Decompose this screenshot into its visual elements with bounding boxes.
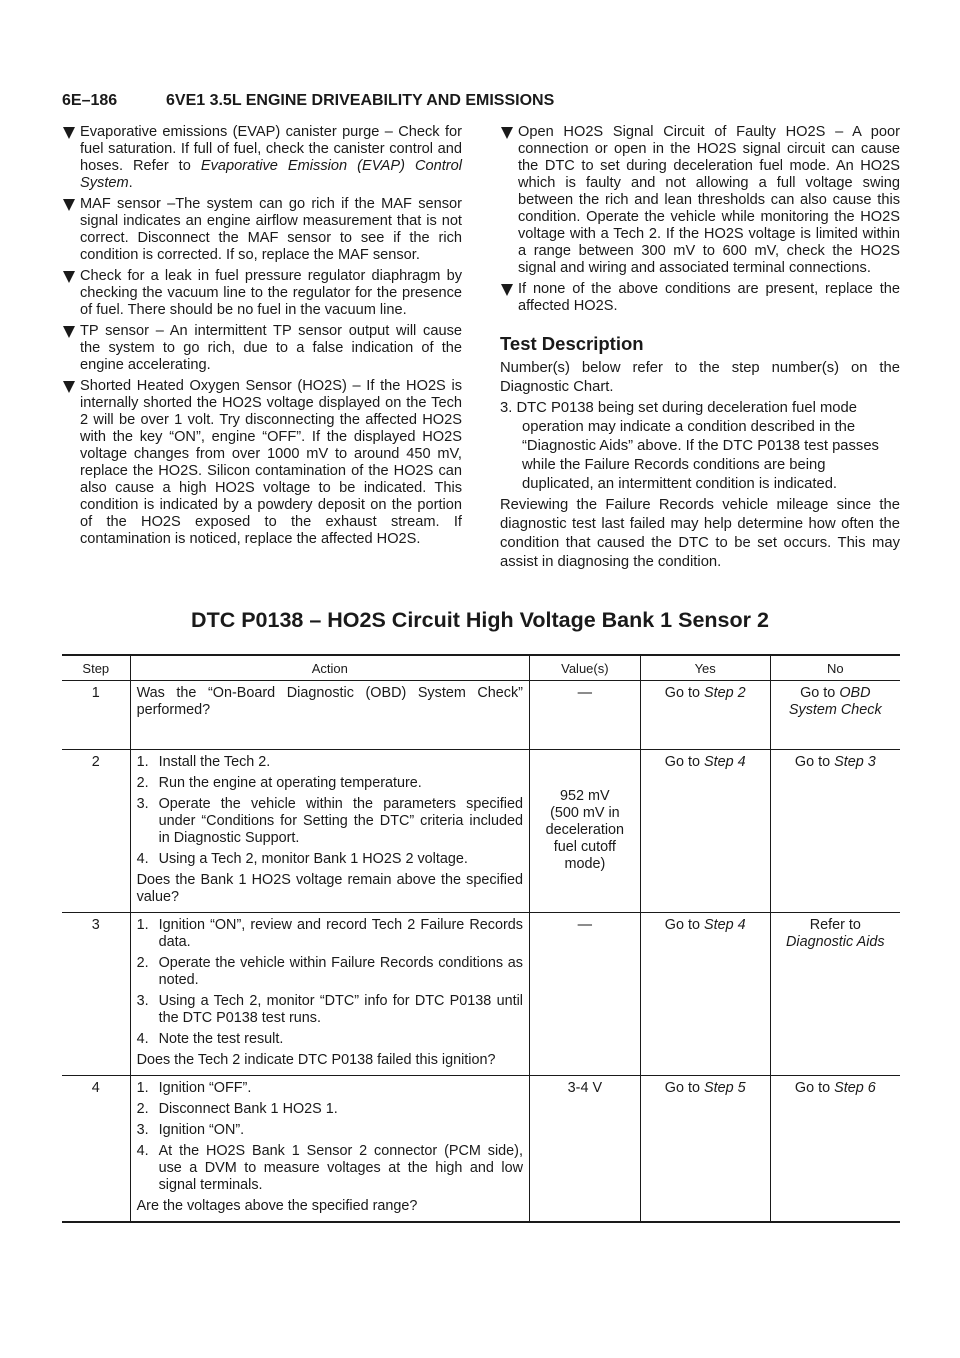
value-cell bbox=[529, 750, 640, 913]
go-to-label: Go to bbox=[794, 1080, 831, 1096]
yes-target-link[interactable]: Step 4 bbox=[703, 754, 746, 770]
action-item: 3. Operate the vehicle within the parameters specified under “Conditions for Setting the DTC” criteria included in Diagnostic Support. bbox=[136, 796, 523, 846]
no-cell bbox=[770, 750, 900, 913]
step-3-rest: operation may indicate a condition described in the “Diagnostic Aids” above. If the DTC P0138 test passes while the Failure Records conditions are being duplicated, an intermittent condition is indicated. bbox=[522, 419, 879, 492]
step-number: 1 bbox=[62, 681, 130, 750]
yes-target-link[interactable]: Step 2 bbox=[703, 685, 746, 701]
yes-target-link[interactable]: Step 5 bbox=[703, 1080, 746, 1096]
go-to-label: Go to bbox=[794, 754, 831, 770]
go-to-label: Go to bbox=[664, 685, 700, 701]
yes-cell bbox=[640, 681, 770, 750]
test-description-intro: Number(s) below refer to the step number(s) on the Diagnostic Chart. bbox=[500, 360, 900, 395]
test-description-closing: Reviewing the Failure Records vehicle mileage since the diagnostic test last failed may help determine how often the condition that caused the DTC to be set occurs. This may assist in diagnosing the condition. bbox=[500, 497, 900, 570]
col-header-yes: Yes bbox=[640, 655, 770, 681]
action-item-text: Using a Tech 2, monitor “DTC” info for DTC P0138 until the DTC P0138 test runs. bbox=[158, 993, 523, 1026]
yes-target-link[interactable]: Step 4 bbox=[703, 917, 746, 933]
col-header-step: Step bbox=[62, 655, 130, 681]
action-item: 4. At the HO2S Bank 1 Sensor 2 connector (PCM side), use a DVM to measure voltages at the high and low signal terminals. bbox=[136, 1143, 523, 1193]
no-cell bbox=[770, 913, 900, 1076]
bullet-item bbox=[62, 124, 462, 192]
action-item-text: Note the test result. bbox=[158, 1031, 284, 1047]
action-cell bbox=[130, 750, 529, 913]
action-item: 2. Operate the vehicle within Failure Records conditions as noted. bbox=[136, 955, 523, 988]
bullet-text: Shorted Heated Oxygen Sensor (HO2S) – If the HO2S is internally shorted the HO2S voltage displayed on the Tech 2 will be over 1 volt. Try disconnecting the affected HO2S with the key “ON”, engine “OFF”. If the displayed HO2S voltage changes from over 1000 mV to around 450 mV, replace the HO2S. Silicon contamination of the HO2S can also cause a high HO2S voltage to be indicated. This condition is indicated by a powdery deposit on the portion of the HO2S exposed to the exhaust stream. If contamination is noticed, replace the affected HO2S. bbox=[80, 378, 462, 547]
no-target-link[interactable]: Step 3 bbox=[834, 754, 876, 770]
action-item: 1. Ignition “ON”, review and record Tech 2 Failure Records data. bbox=[136, 917, 523, 950]
table-title: DTC P0138 – HO2S Circuit High Voltage Bank 1 Sensor 2 bbox=[191, 608, 769, 632]
value-cell: — bbox=[529, 681, 640, 750]
bullet-text: If none of the above conditions are present, replace the affected HO2S. bbox=[518, 281, 900, 314]
action-item-text: Ignition “ON”. bbox=[158, 1122, 245, 1138]
action-cell bbox=[130, 1076, 529, 1223]
action-item: 1. Ignition “OFF”. bbox=[136, 1080, 252, 1096]
action-item-text: Ignition “ON”, review and record Tech 2 Failure Records data. bbox=[158, 917, 523, 950]
action-question: Was the “On-Board Diagnostic (OBD) System Check” performed? bbox=[136, 685, 523, 718]
section-title: 6VE1 3.5L ENGINE DRIVEABILITY AND EMISSIONS bbox=[166, 92, 555, 109]
no-cell bbox=[770, 681, 900, 750]
action-item: 4. Using a Tech 2, monitor Bank 1 HO2S 2 voltage. bbox=[136, 851, 468, 867]
go-to-label: Go to bbox=[664, 917, 700, 933]
step-number: 4 bbox=[62, 1076, 130, 1223]
action-item-text: Run the engine at operating temperature. bbox=[158, 775, 422, 791]
action-item-text: Operate the vehicle within the parameters specified under “Conditions for Setting the DTC” criteria included in Diagnostic Support. bbox=[158, 796, 523, 846]
col-header-values: Value(s) bbox=[529, 655, 640, 681]
action-question: Are the voltages above the specified range? bbox=[136, 1198, 418, 1214]
reference-link-text: Evaporative Emission (EVAP) Control System bbox=[80, 158, 462, 191]
action-item: 4. Note the test result. bbox=[136, 1031, 284, 1047]
triangle-bullet-icon bbox=[62, 198, 76, 212]
yes-cell bbox=[640, 913, 770, 1076]
yes-cell bbox=[640, 750, 770, 913]
bullet-text: Check for a leak in fuel pressure regulator diaphragm by checking the vacuum line to the regulator for the presence of fuel. There should be no fuel in the vacuum line. bbox=[80, 268, 462, 318]
action-item: 1. Install the Tech 2. bbox=[136, 754, 271, 770]
bullet-item bbox=[500, 281, 900, 315]
table-row bbox=[62, 750, 900, 913]
step-number: 3 bbox=[62, 913, 130, 1076]
action-item: 2. Disconnect Bank 1 HO2S 1. bbox=[136, 1101, 338, 1117]
bullet-text: Open HO2S Signal Circuit of Faulty HO2S – A poor connection or open in the HO2S signal circuit can cause the DTC to set during deceleration fuel mode. An HO2S which is faulty and not allowing a full voltage swing between the rich and lean thresholds can also cause this condition. Operate the vehicle while monitoring the HO2S voltage with a Tech 2. If the HO2S voltage is limited within a range between 300 mV to 600 mV, check the HO2S signal and wiring and associated terminal connections. bbox=[518, 124, 900, 276]
value-cell: — bbox=[529, 913, 640, 1076]
table-row bbox=[62, 681, 900, 750]
diagnostic-table bbox=[62, 654, 900, 1223]
triangle-bullet-icon bbox=[500, 283, 514, 297]
no-target-link[interactable]: OBD System Check bbox=[788, 685, 882, 718]
table-header-row bbox=[62, 655, 900, 681]
go-to-label: Go to bbox=[664, 754, 700, 770]
action-item-text: Disconnect Bank 1 HO2S 1. bbox=[158, 1101, 338, 1117]
bullet-item bbox=[62, 196, 462, 264]
triangle-bullet-icon bbox=[62, 270, 76, 284]
test-description-step-3 bbox=[500, 399, 900, 494]
test-description-heading: Test Description bbox=[500, 333, 644, 354]
no-cell bbox=[770, 1076, 900, 1223]
action-item: 2. Run the engine at operating temperature. bbox=[136, 775, 422, 791]
value-cell: 3-4 V bbox=[529, 1076, 640, 1223]
no-target-link[interactable]: Step 6 bbox=[834, 1080, 876, 1096]
action-item-text: Operate the vehicle within Failure Records conditions as noted. bbox=[158, 955, 523, 988]
bullet-item bbox=[62, 268, 462, 319]
value-primary: 952 mV bbox=[560, 787, 610, 804]
bullet-text-end: . bbox=[128, 175, 133, 191]
refer-to-label: Refer to bbox=[809, 917, 861, 933]
no-target-link[interactable]: Diagnostic Aids bbox=[785, 934, 885, 950]
yes-cell bbox=[640, 1076, 770, 1223]
action-question: Does the Tech 2 indicate DTC P0138 failed this ignition? bbox=[136, 1052, 496, 1068]
action-item: 3. Using a Tech 2, monitor “DTC” info for DTC P0138 until the DTC P0138 test runs. bbox=[136, 993, 523, 1026]
page-header bbox=[62, 92, 554, 110]
bullet-text: Evaporative emissions (EVAP) canister purge – Check for fuel saturation. If full of fuel, check the canister control and hoses. Refer to bbox=[80, 124, 462, 174]
action-item-text: At the HO2S Bank 1 Sensor 2 connector (PCM side), use a DVM to measure voltages at the high and low signal terminals. bbox=[158, 1143, 523, 1193]
col-header-no: No bbox=[770, 655, 900, 681]
action-cell bbox=[130, 681, 529, 750]
col-header-action: Action bbox=[130, 655, 529, 681]
step-number: 2 bbox=[62, 750, 130, 913]
bullet-item bbox=[500, 124, 900, 277]
triangle-bullet-icon bbox=[62, 380, 76, 394]
table-row bbox=[62, 913, 900, 1076]
action-item-text: Using a Tech 2, monitor Bank 1 HO2S 2 voltage. bbox=[158, 851, 468, 867]
right-column bbox=[500, 124, 900, 574]
bullet-item bbox=[62, 378, 462, 548]
step-3-first-line: 3. DTC P0138 being set during deceleration fuel mode bbox=[500, 400, 857, 416]
value-secondary: (500 mV in deceleration fuel cutoff mode) bbox=[545, 804, 625, 872]
table-row bbox=[62, 1076, 900, 1223]
bullet-text: TP sensor – An intermittent TP sensor output will cause the system to go rich, due to a false indication of the engine accelerating. bbox=[80, 323, 462, 373]
triangle-bullet-icon bbox=[500, 126, 514, 140]
action-item-text: Ignition “OFF”. bbox=[158, 1080, 252, 1096]
action-cell bbox=[130, 913, 529, 1076]
go-to-label: Go to bbox=[664, 1080, 700, 1096]
left-column bbox=[62, 124, 462, 552]
triangle-bullet-icon bbox=[62, 126, 76, 140]
bullet-item bbox=[62, 323, 462, 374]
action-question: Does the Bank 1 HO2S voltage remain above the specified value? bbox=[136, 872, 523, 905]
action-item: 3. Ignition “ON”. bbox=[136, 1122, 245, 1138]
page-number: 6E–186 bbox=[62, 92, 118, 109]
triangle-bullet-icon bbox=[62, 325, 76, 339]
go-to-label: Go to bbox=[800, 685, 836, 701]
bullet-text: MAF sensor –The system can go rich if the MAF sensor signal indicates an engine airflow measurement that is not correct. Disconnect the MAF sensor to see if the rich condition is corrected. If so, replace the MAF sensor. bbox=[80, 196, 462, 263]
action-item-text: Install the Tech 2. bbox=[158, 754, 271, 770]
